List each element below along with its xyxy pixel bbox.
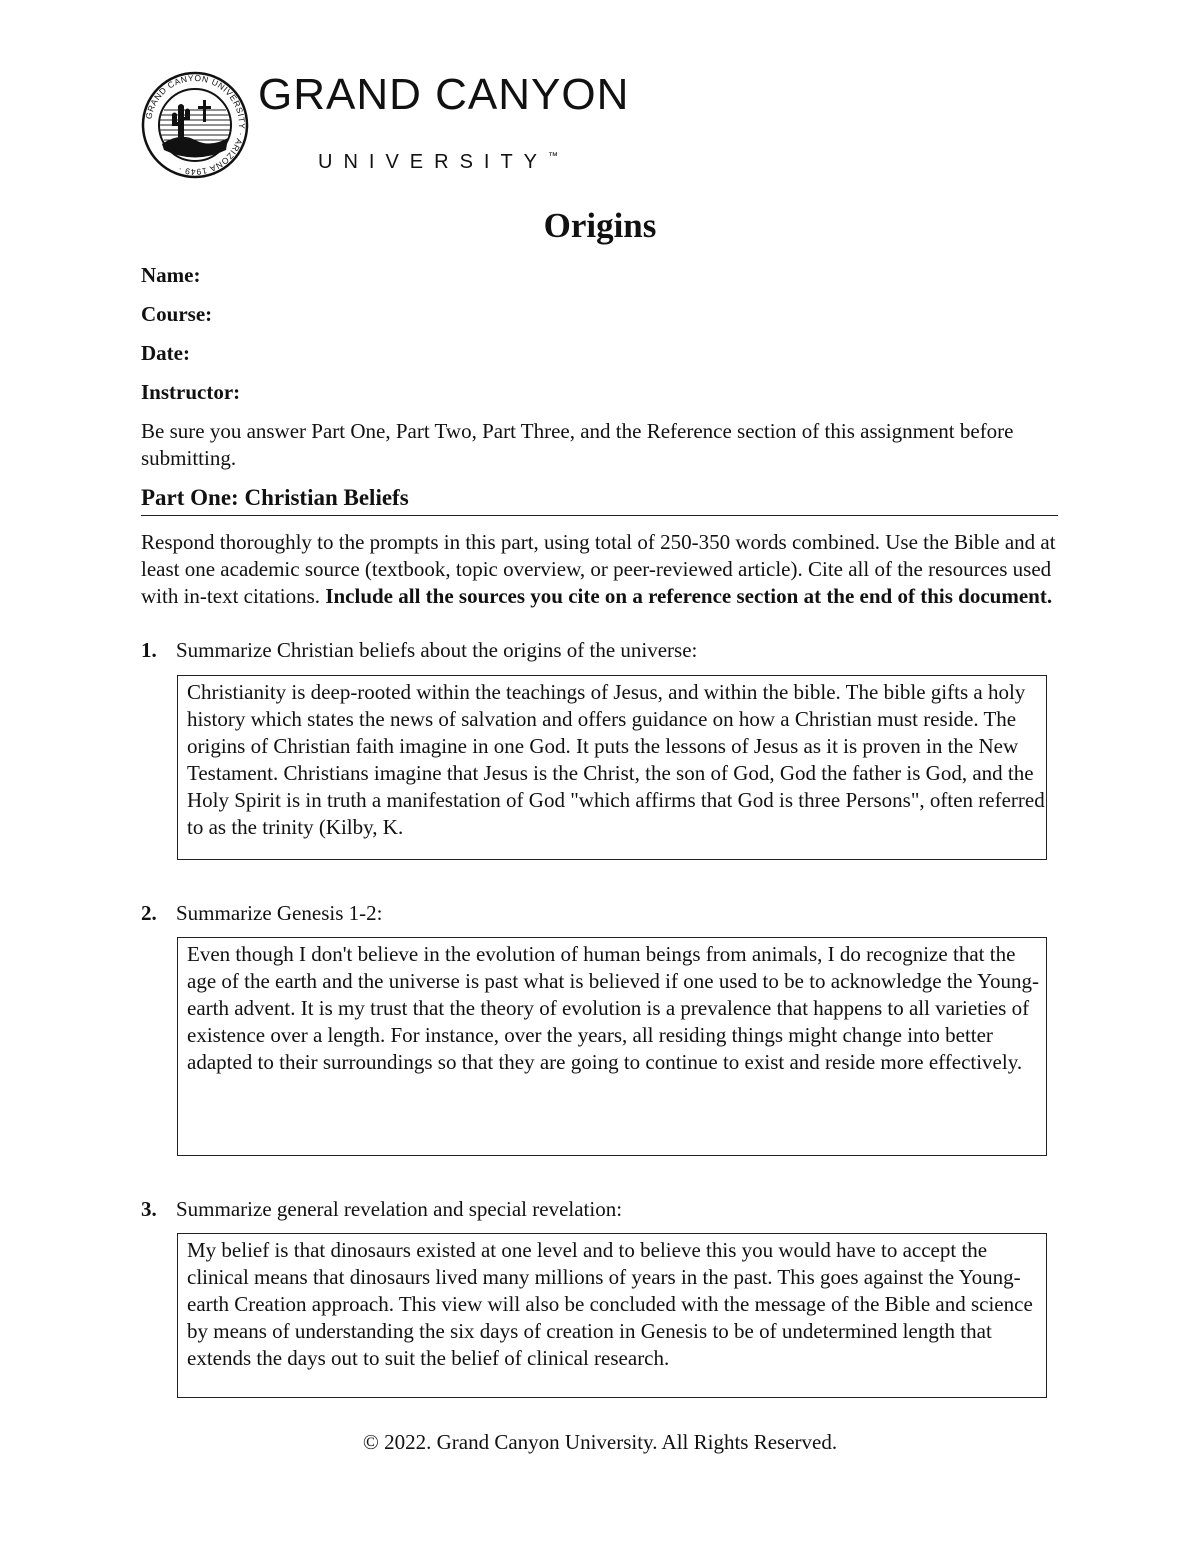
wordmark-grand-canyon: GRAND CANYON	[258, 70, 630, 119]
prompt-2	[141, 900, 382, 927]
answer-box-3[interactable]: My belief is that dinosaurs existed at one level and to believe this you would have to accept the clinical means that dinosaurs lived many millions of years in the past. This goes against the Young-earth Creation approach. This view will also be concluded with the message of the Bible and science by means of understanding the six days of creation in Genesis to be of undetermined length that extends the days out to suit the belief of clinical research.	[177, 1233, 1047, 1398]
prompt-text: Summarize general revelation and special revelation:	[176, 1197, 623, 1221]
answer-box-1[interactable]: Christianity is deep-rooted within the teachings of Jesus, and within the bible. The bible gifts a holy history which states the news of salvation and offers guidance on how a Christian must reside. The origins of Christian faith imagine in one God. It puts the lessons of Jesus as it is proven in the New Testament. Christians imagine that Jesus is the Christ, the son of God, God the father is God, and the Holy Spirit is in truth a manifestation of God "which affirms that God is three Persons", often referred to as the trinity (Kilby, K.	[177, 675, 1047, 860]
prompt-number: 3.	[141, 1197, 157, 1221]
course-field-label: Course:	[141, 302, 213, 326]
instructions-text: Respond thoroughly to the prompts in this part, using total of 250-350 words combined. Use the Bible and at least one academic source (textbook, topic overview, or peer-reviewed article). Cite all of the resources used with in-text citations.	[141, 530, 1056, 608]
part-one-heading: Part One: Christian Beliefs	[141, 485, 1058, 516]
prompt-1	[141, 637, 697, 664]
wordmark-university: UNIVERSITY™	[318, 151, 559, 173]
prompt-text: Summarize Christian beliefs about the origins of the universe:	[176, 638, 698, 662]
page-title: Origins	[543, 206, 657, 245]
date-field-label: Date:	[141, 341, 190, 365]
university-seal-icon	[140, 70, 250, 180]
name-field-label: Name:	[141, 263, 201, 287]
prompt-3	[141, 1196, 622, 1223]
prompt-number: 2.	[141, 901, 157, 925]
part-one-instructions	[141, 529, 1061, 610]
prompt-number: 1.	[141, 638, 157, 662]
svg-text:GRAND CANYON UNIVERSITY · ARIZ: GRAND CANYON UNIVERSITY · ARIZONA 1949 ·	[143, 72, 248, 178]
university-logo	[140, 70, 630, 180]
instructions-bold-text: Include all the sources you cite on a reference section at the end of this document.	[325, 584, 1053, 608]
prompt-text: Summarize Genesis 1-2:	[176, 901, 383, 925]
answer-box-2[interactable]: Even though I don't believe in the evolution of human beings from animals, I do recognize that the age of the earth and the universe is past what is believed if one used to be to acknowledge the Young-earth advent. It is my trust that the theory of evolution is a prevalence that happens to all varieties of existence over a length. For instance, over the years, all residing things might change into better adapted to their surroundings so that they are going to continue to exist and reside more effectively.	[177, 937, 1047, 1156]
copyright-footer: © 2022. Grand Canyon University. All Rights Reserved.	[362, 1430, 838, 1454]
instructor-field-label: Instructor:	[141, 380, 241, 404]
intro-paragraph: Be sure you answer Part One, Part Two, Part Three, and the Reference section of this assignment before submitting.	[141, 419, 1014, 470]
